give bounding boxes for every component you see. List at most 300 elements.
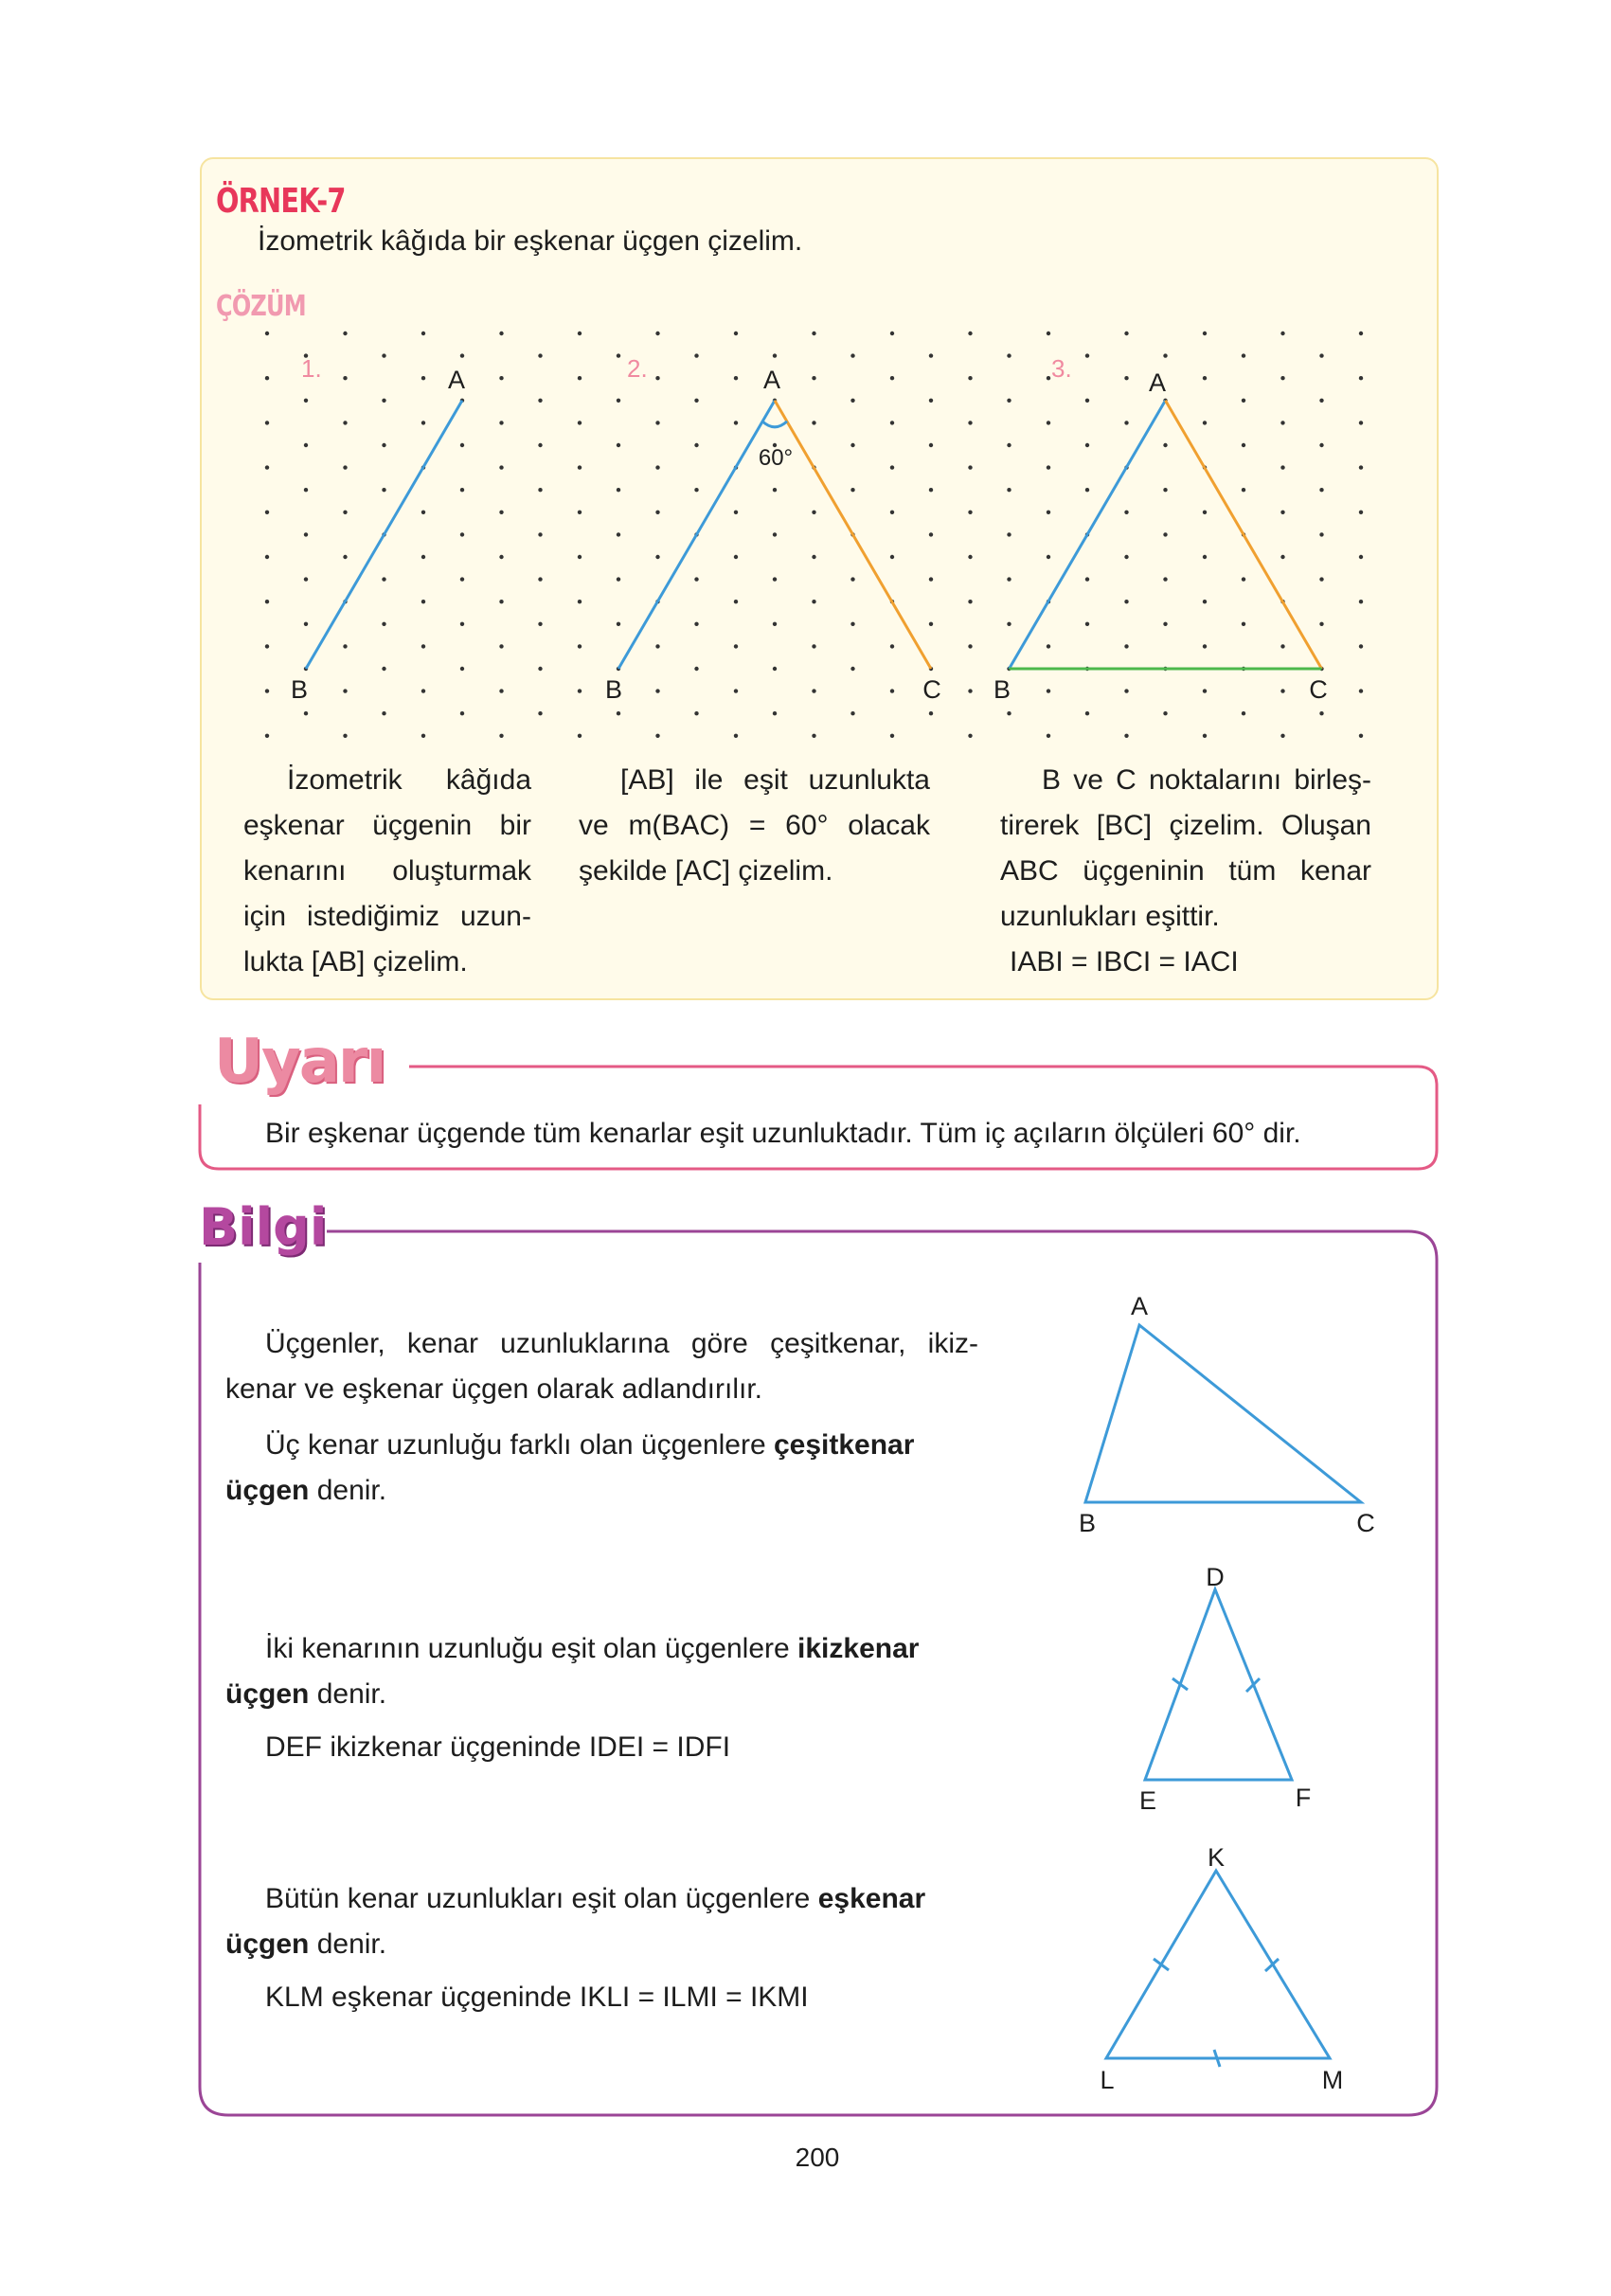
- text: İki kenarının uzunluğu eşit olan üçgenlere: [265, 1633, 798, 1664]
- grid-dot: [617, 353, 620, 357]
- grid-dot: [1124, 421, 1128, 424]
- warning-title: Uyarı: [214, 1027, 385, 1097]
- page-number: 200: [795, 2143, 840, 2172]
- grid-dot: [578, 421, 582, 424]
- label-b: B: [290, 675, 309, 704]
- grid-dot: [578, 644, 582, 648]
- grid-dot: [1124, 600, 1128, 603]
- grid-dot: [655, 421, 659, 424]
- label-b: B: [993, 675, 1011, 704]
- grid-dot: [655, 689, 659, 692]
- grid-dot: [617, 488, 620, 492]
- grid-dot: [1203, 734, 1207, 738]
- grid-dot: [1203, 644, 1207, 648]
- label-c: C: [1356, 1509, 1375, 1537]
- grid-dot: [734, 555, 738, 559]
- grid-dot: [655, 332, 659, 335]
- grid-dot: [343, 421, 347, 424]
- grid-dot: [694, 711, 698, 715]
- grid-dot: [382, 399, 385, 403]
- grid-dot: [1085, 399, 1089, 403]
- grid-dot: [1047, 644, 1050, 648]
- grid-dot: [734, 511, 738, 514]
- grid-dot: [304, 622, 308, 626]
- grid-dot: [850, 711, 854, 715]
- grid-dot: [1359, 511, 1363, 514]
- grid-dot: [1319, 443, 1323, 447]
- grid-dot: [929, 399, 933, 403]
- grid-dot: [617, 622, 620, 626]
- grid-dot: [499, 689, 503, 692]
- grid-dot: [382, 577, 385, 581]
- grid-dot: [812, 511, 815, 514]
- isosceles-triangle-def: [1145, 1589, 1292, 1780]
- grid-dot: [304, 488, 308, 492]
- grid-dot: [929, 622, 933, 626]
- bold-term: üçgen: [225, 1475, 310, 1506]
- grid-dot: [890, 421, 894, 424]
- grid-dot: [421, 600, 425, 603]
- bold-term: çeşitkenar: [773, 1429, 915, 1461]
- label-a: A: [762, 366, 781, 394]
- grid-dot: [499, 465, 503, 469]
- text-line: [AB] ile eşit uzunlukta: [620, 764, 930, 796]
- grid-dot: [694, 399, 698, 403]
- grid-dot: [1085, 488, 1089, 492]
- grid-dot: [1280, 332, 1284, 335]
- grid-dot: [1280, 376, 1284, 380]
- grid-dot: [1319, 353, 1323, 357]
- grid-dot: [1124, 734, 1128, 738]
- grid-dot: [343, 555, 347, 559]
- grid-dot: [812, 555, 815, 559]
- grid-dot: [968, 555, 972, 559]
- grid-dot: [538, 399, 542, 403]
- grid-dot: [1359, 555, 1363, 559]
- grid-dot: [1124, 689, 1128, 692]
- grid-dot: [1007, 532, 1011, 536]
- grid-dot: [578, 734, 582, 738]
- grid-dot: [382, 622, 385, 626]
- grid-dot: [578, 376, 582, 380]
- grid-dot: [812, 332, 815, 335]
- grid-dot: [1163, 532, 1167, 536]
- grid-dot: [499, 555, 503, 559]
- grid-dot: [1047, 689, 1050, 692]
- tick-mark: [1154, 1959, 1169, 1970]
- grid-dot: [617, 711, 620, 715]
- grid-dot: [1163, 443, 1167, 447]
- grid-dot: [812, 644, 815, 648]
- grid-dot: [773, 353, 777, 357]
- grid-dot: [1280, 644, 1284, 648]
- grid-dot: [1007, 443, 1011, 447]
- grid-dot: [1280, 511, 1284, 514]
- grid-dot: [1319, 711, 1323, 715]
- grid-dot: [343, 644, 347, 648]
- grid-dot: [382, 353, 385, 357]
- grid-dot: [968, 511, 972, 514]
- grid-dot: [1359, 376, 1363, 380]
- grid-dot: [694, 443, 698, 447]
- isometric-dot-grid: [265, 332, 1363, 738]
- grid-dot: [538, 577, 542, 581]
- grid-dot: [499, 600, 503, 603]
- grid-dot: [968, 465, 972, 469]
- segment-ab-step1: [306, 401, 462, 669]
- grid-dot: [1047, 421, 1050, 424]
- grid-dot: [382, 667, 385, 671]
- grid-dot: [890, 555, 894, 559]
- text-line: B ve C noktalarını birleş-: [1042, 764, 1371, 796]
- grid-dot: [1319, 399, 1323, 403]
- grid-dot: [890, 376, 894, 380]
- label-b: B: [1078, 1509, 1097, 1537]
- grid-dot: [1047, 376, 1050, 380]
- grid-dot: [265, 376, 269, 380]
- grid-dot: [617, 443, 620, 447]
- angle-arc: [762, 422, 787, 427]
- step-number-2: 2.: [627, 354, 648, 383]
- example-title: ÖRNEK-7: [216, 182, 346, 221]
- text-line: uzunlukları eşittir.: [1000, 901, 1220, 932]
- text-line: kenarını oluşturmak: [243, 855, 531, 887]
- grid-dot: [1359, 421, 1363, 424]
- label-c: C: [1309, 675, 1328, 704]
- grid-dot: [968, 332, 972, 335]
- grid-dot: [421, 734, 425, 738]
- grid-dot: [265, 600, 269, 603]
- label-m: M: [1321, 2066, 1344, 2094]
- grid-dot: [1124, 644, 1128, 648]
- grid-dot: [694, 353, 698, 357]
- grid-dot: [890, 689, 894, 692]
- bold-term: eşkenar: [817, 1883, 926, 1914]
- grid-dot: [1319, 488, 1323, 492]
- grid-dot: [382, 443, 385, 447]
- step1-description: [243, 758, 531, 985]
- grid-dot: [929, 353, 933, 357]
- grid-dot: [655, 734, 659, 738]
- grid-dot: [538, 353, 542, 357]
- text-line: Üçgenler, kenar uzunluklarına göre çeşitkenar, ikiz-: [265, 1328, 978, 1359]
- grid-dot: [538, 532, 542, 536]
- grid-dot: [304, 399, 308, 403]
- grid-dot: [617, 577, 620, 581]
- grid-dot: [499, 421, 503, 424]
- grid-dot: [578, 600, 582, 603]
- grid-dot: [929, 532, 933, 536]
- grid-dot: [1359, 734, 1363, 738]
- grid-dot: [812, 600, 815, 603]
- grid-dot: [812, 734, 815, 738]
- grid-dot: [1242, 622, 1245, 626]
- text: denir.: [309, 1475, 387, 1506]
- grid-dot: [343, 332, 347, 335]
- grid-dot: [499, 644, 503, 648]
- grid-dot: [655, 511, 659, 514]
- grid-dot: [734, 421, 738, 424]
- grid-dot: [1359, 332, 1363, 335]
- text-line: için istediğimiz uzun-: [243, 901, 531, 932]
- grid-dot: [1280, 421, 1284, 424]
- step-number-3: 3.: [1051, 354, 1072, 383]
- grid-dot: [499, 511, 503, 514]
- grid-dot: [304, 443, 308, 447]
- grid-dot: [382, 488, 385, 492]
- grid-dot: [968, 734, 972, 738]
- grid-dot: [1242, 711, 1245, 715]
- grid-dot: [1085, 711, 1089, 715]
- grid-dot: [1280, 555, 1284, 559]
- grid-dot: [929, 577, 933, 581]
- grid-dot: [1124, 376, 1128, 380]
- grid-dot: [304, 532, 308, 536]
- grid-dot: [1280, 734, 1284, 738]
- grid-dot: [617, 532, 620, 536]
- grid-dot: [265, 421, 269, 424]
- equilateral-triangle-klm: [1106, 1871, 1330, 2058]
- grid-dot: [265, 511, 269, 514]
- grid-dot: [1203, 555, 1207, 559]
- grid-dot: [1280, 689, 1284, 692]
- grid-dot: [304, 577, 308, 581]
- segment-ac-step2: [775, 401, 931, 669]
- grid-dot: [578, 511, 582, 514]
- label-a: A: [1130, 1292, 1149, 1320]
- grid-dot: [850, 577, 854, 581]
- grid-dot: [617, 399, 620, 403]
- step-number-1: 1.: [301, 354, 322, 383]
- grid-dot: [265, 555, 269, 559]
- grid-dot: [1124, 511, 1128, 514]
- grid-dot: [655, 644, 659, 648]
- text: Bütün kenar uzunlukları eşit olan üçgenlere: [265, 1883, 818, 1914]
- grid-dot: [538, 443, 542, 447]
- grid-dot: [1359, 465, 1363, 469]
- grid-dot: [421, 421, 425, 424]
- grid-dot: [1203, 511, 1207, 514]
- grid-dot: [1319, 622, 1323, 626]
- grid-dot: [1319, 532, 1323, 536]
- grid-dot: [929, 488, 933, 492]
- grid-dot: [1163, 488, 1167, 492]
- grid-dot: [1047, 332, 1050, 335]
- text: denir.: [309, 1678, 387, 1710]
- grid-dot: [421, 511, 425, 514]
- grid-dot: [1203, 376, 1207, 380]
- grid-dot: [460, 353, 464, 357]
- grid-dot: [460, 577, 464, 581]
- bold-term: ikizkenar: [797, 1633, 920, 1664]
- grid-dot: [421, 376, 425, 380]
- grid-dot: [734, 644, 738, 648]
- grid-dot: [538, 622, 542, 626]
- grid-dot: [1242, 488, 1245, 492]
- grid-dot: [1242, 577, 1245, 581]
- grid-dot: [812, 421, 815, 424]
- label-e: E: [1138, 1786, 1157, 1815]
- text-line: şekilde [AC] çizelim.: [579, 855, 833, 887]
- grid-dot: [460, 622, 464, 626]
- grid-dot: [773, 532, 777, 536]
- grid-dot: [968, 376, 972, 380]
- grid-dot: [1203, 421, 1207, 424]
- grid-dot: [850, 399, 854, 403]
- grid-dot: [1047, 555, 1050, 559]
- grid-dot: [1359, 689, 1363, 692]
- grid-dot: [1319, 577, 1323, 581]
- grid-dot: [773, 667, 777, 671]
- solution-label: ÇÖZÜM: [216, 290, 306, 323]
- grid-dot: [421, 689, 425, 692]
- grid-dot: [694, 622, 698, 626]
- label-c: C: [922, 675, 941, 704]
- grid-dot: [343, 465, 347, 469]
- text-line: ABC üçgeninin tüm kenar: [1000, 855, 1371, 887]
- grid-dot: [734, 734, 738, 738]
- grid-dot: [538, 488, 542, 492]
- step2-description: [579, 758, 930, 894]
- grid-dot: [538, 711, 542, 715]
- grid-dot: [734, 600, 738, 603]
- grid-dot: [1280, 465, 1284, 469]
- grid-dot: [460, 443, 464, 447]
- grid-dot: [968, 600, 972, 603]
- text: denir.: [309, 1928, 387, 1960]
- grid-dot: [1203, 332, 1207, 335]
- grid-dot: [1242, 399, 1245, 403]
- info-paragraph-4: [225, 1876, 978, 2020]
- bold-term: üçgen: [225, 1678, 310, 1710]
- grid-dot: [421, 644, 425, 648]
- grid-dot: [734, 376, 738, 380]
- grid-dot: [694, 667, 698, 671]
- grid-dot: [578, 332, 582, 335]
- grid-dot: [773, 488, 777, 492]
- grid-dot: [734, 689, 738, 692]
- grid-dot: [421, 555, 425, 559]
- angle-label: 60°: [758, 445, 794, 471]
- text-line: kenar ve eşkenar üçgen olarak adlandırılır.: [225, 1373, 762, 1405]
- label-b: B: [604, 675, 623, 704]
- grid-dot: [1124, 332, 1128, 335]
- grid-dot: [578, 555, 582, 559]
- grid-dot: [1007, 488, 1011, 492]
- label-a: A: [447, 366, 466, 394]
- grid-dot: [773, 577, 777, 581]
- grid-dot: [850, 667, 854, 671]
- grid-dot: [812, 376, 815, 380]
- grid-dot: [655, 376, 659, 380]
- grid-dot: [1203, 689, 1207, 692]
- grid-dot: [1007, 577, 1011, 581]
- grid-dot: [265, 465, 269, 469]
- info-paragraph-3: [225, 1626, 978, 1770]
- grid-dot: [265, 332, 269, 335]
- segment-ac-step3: [1166, 401, 1322, 669]
- grid-dot: [890, 332, 894, 335]
- text-line: eşkenar üçgenin bir: [243, 810, 531, 841]
- grid-dot: [499, 376, 503, 380]
- grid-dot: [890, 734, 894, 738]
- grid-dot: [929, 711, 933, 715]
- grid-dot: [1242, 353, 1245, 357]
- grid-dot: [1242, 443, 1245, 447]
- label-a: A: [1148, 368, 1167, 397]
- grid-dot: [850, 443, 854, 447]
- grid-dot: [1085, 353, 1089, 357]
- grid-dot: [382, 711, 385, 715]
- grid-dot: [850, 622, 854, 626]
- grid-dot: [694, 488, 698, 492]
- grid-dot: [343, 689, 347, 692]
- grid-dot: [812, 689, 815, 692]
- grid-dot: [1047, 734, 1050, 738]
- grid-dot: [538, 667, 542, 671]
- grid-dot: [890, 465, 894, 469]
- warning-text: Bir eşkenar üçgende tüm kenarlar eşit uzunluktadır. Tüm iç açıların ölçüleri 60° dir.: [265, 1118, 1301, 1149]
- grid-dot: [343, 376, 347, 380]
- grid-dot: [1085, 443, 1089, 447]
- info-paragraph-2: [225, 1423, 978, 1514]
- grid-dot: [265, 734, 269, 738]
- grid-dot: [1007, 711, 1011, 715]
- grid-dot: [343, 511, 347, 514]
- segment-ab-step3: [1010, 401, 1166, 669]
- grid-dot: [968, 421, 972, 424]
- text-line: ve m(BAC) = 60° olacak: [579, 810, 930, 841]
- segment-ab-step2: [618, 401, 775, 669]
- grid-dot: [1007, 399, 1011, 403]
- label-l: L: [1100, 2066, 1115, 2094]
- grid-dot: [421, 332, 425, 335]
- text-line: İzometrik kâğıda: [287, 764, 531, 796]
- text-line: DEF ikizkenar üçgeninde IDEI = IDFI: [265, 1731, 731, 1763]
- label-f: F: [1295, 1784, 1312, 1812]
- grid-dot: [1047, 465, 1050, 469]
- grid-dot: [734, 332, 738, 335]
- grid-dot: [850, 353, 854, 357]
- text-line: tirerek [BC] çizelim. Oluşan: [1000, 810, 1371, 841]
- grid-dot: [499, 332, 503, 335]
- grid-dot: [578, 689, 582, 692]
- grid-dot: [1359, 600, 1363, 603]
- grid-dot: [929, 443, 933, 447]
- grid-dot: [655, 555, 659, 559]
- text-line: KLM eşkenar üçgeninde IKLI = ILMI = IKMI: [265, 1982, 809, 2013]
- grid-dot: [1047, 511, 1050, 514]
- grid-dot: [1007, 622, 1011, 626]
- grid-dot: [694, 577, 698, 581]
- grid-dot: [773, 711, 777, 715]
- grid-dot: [1163, 711, 1167, 715]
- label-d: D: [1206, 1563, 1225, 1591]
- grid-dot: [1163, 353, 1167, 357]
- grid-dot: [460, 488, 464, 492]
- info-paragraph-1: [225, 1321, 978, 1412]
- grid-dot: [1007, 353, 1011, 357]
- grid-dot: [460, 532, 464, 536]
- grid-dot: [655, 465, 659, 469]
- grid-dot: [578, 465, 582, 469]
- label-k: K: [1207, 1843, 1226, 1872]
- scalene-triangle-abc: [1085, 1325, 1361, 1502]
- grid-dot: [304, 711, 308, 715]
- grid-dot: [968, 644, 972, 648]
- bold-term: üçgen: [225, 1928, 310, 1960]
- grid-dot: [890, 644, 894, 648]
